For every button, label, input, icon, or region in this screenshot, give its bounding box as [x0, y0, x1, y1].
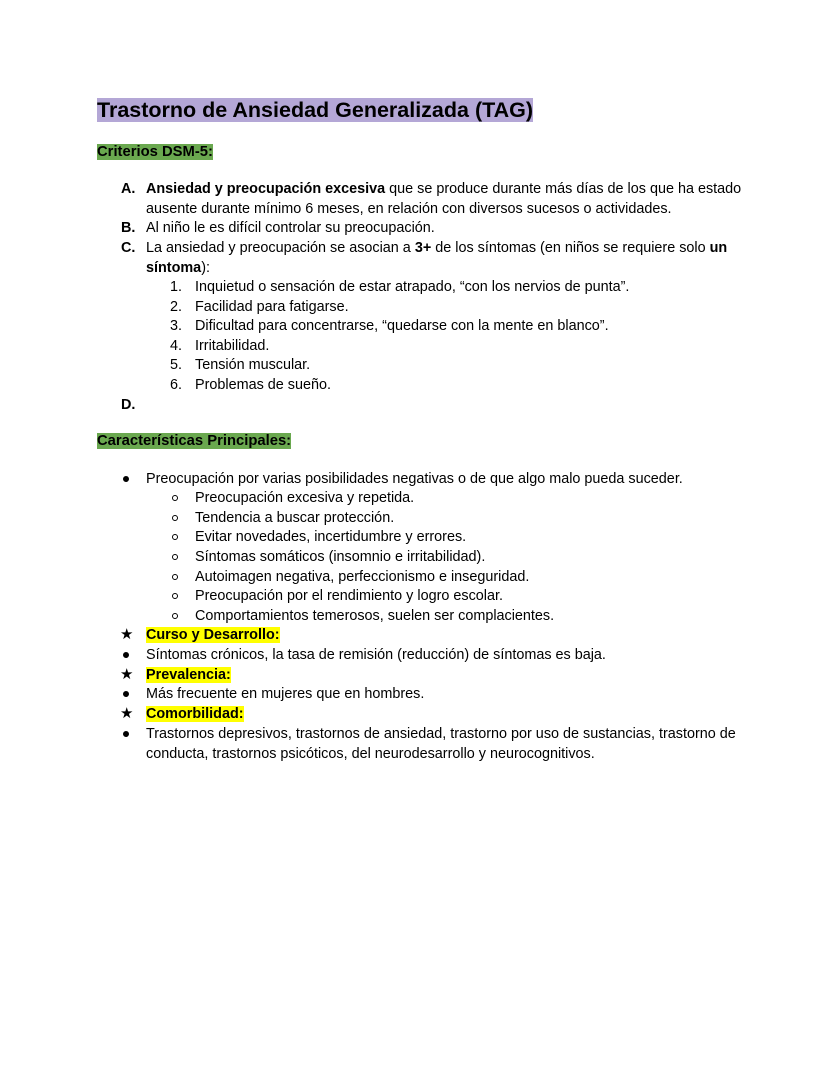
hollow-bullet: [172, 495, 178, 501]
filled-bullet: [123, 476, 129, 482]
star-icon: ★: [120, 626, 134, 643]
symptom-1-text: Inquietud o sensación de estar atrapado, “con los nervios de punta”.: [195, 279, 630, 295]
criterion-b-marker: B.: [121, 220, 136, 236]
comorbilidad-label-text: Comorbilidad:: [146, 706, 244, 722]
criterion-a-marker: A.: [121, 181, 136, 197]
symptom-3-text: Dificultad para concentrarse, “quedarse con la mente en blanco”.: [195, 318, 609, 334]
symptom-3-marker: 3.: [169, 318, 182, 334]
prevalencia-label-text: Prevalencia:: [146, 667, 231, 683]
criterion-d-marker: D.: [121, 397, 136, 413]
criterion-c-text-mid: de los síntomas (en niños se requiere solo: [431, 240, 710, 256]
filled-bullet: [123, 691, 129, 697]
criterios-heading: [97, 142, 213, 162]
curso-label-text: Curso y Desarrollo:: [146, 627, 280, 643]
criterion-a-line2: ausente durante mínimo 6 meses, en relación con diversos sucesos o actividades.: [146, 201, 672, 217]
symptom-4-text: Irritabilidad.: [195, 338, 270, 354]
criterion-a-bold-lead: Ansiedad y preocupación excesiva: [146, 181, 386, 197]
symptom-2-marker: 2.: [169, 299, 182, 315]
sub-bullet-7: Comportamientos temerosos, suelen ser complacientes.: [195, 608, 555, 624]
hollow-bullet: [172, 574, 178, 580]
criterion-c-bold-sintoma: síntoma: [146, 260, 202, 276]
sub-bullet-6: Preocupación por el rendimiento y logro escolar.: [195, 588, 503, 604]
hollow-bullet: [172, 613, 178, 619]
curso-text: Síntomas crónicos, la tasa de remisión (reducción) de síntomas es baja.: [146, 647, 606, 663]
curso-label: [146, 625, 280, 645]
criterion-c-marker: C.: [121, 240, 136, 256]
document-title-text: Trastorno de Ansiedad Generalizada (TAG): [97, 98, 534, 122]
criterion-c-bold-count: 3+: [414, 240, 432, 256]
caracteristicas-heading-text: Características Principales:: [97, 433, 292, 449]
prevalencia-text: Más frecuente en mujeres que en hombres.: [146, 686, 425, 702]
hollow-bullet: [172, 593, 178, 599]
symptom-1-marker: 1.: [169, 279, 182, 295]
star-icon: ★: [120, 705, 134, 722]
symptom-5-text: Tensión muscular.: [195, 357, 311, 373]
criterion-c-bold-un: un: [709, 240, 728, 256]
filled-bullet: [123, 652, 129, 658]
hollow-bullet: [172, 554, 178, 560]
criterion-c-text-pre: La ansiedad y preocupación se asocian a: [146, 240, 415, 256]
hollow-bullet: [172, 534, 178, 540]
sub-bullet-3: Evitar novedades, incertidumbre y errores.: [195, 529, 467, 545]
criterios-heading-text: Criterios DSM-5:: [97, 144, 213, 160]
sub-bullet-4: Síntomas somáticos (insomnio e irritabilidad).: [195, 549, 486, 565]
hollow-bullet: [172, 515, 178, 521]
criterion-b-text: Al niño le es difícil controlar su preocupación.: [146, 220, 435, 236]
criterion-c-line2-rest: ):: [201, 260, 210, 276]
symptom-5-marker: 5.: [169, 357, 182, 373]
comorbilidad-label: [146, 704, 244, 724]
symptom-6-marker: 6.: [169, 377, 182, 393]
comorbilidad-line2: conducta, trastornos psicóticos, del neurodesarrollo y neurocognitivos.: [146, 746, 595, 762]
criterion-a-line1: [146, 179, 741, 199]
filled-bullet: [123, 731, 129, 737]
sub-bullet-5: Autoimagen negativa, perfeccionismo e inseguridad.: [195, 569, 530, 585]
sub-bullet-2: Tendencia a buscar protección.: [195, 510, 395, 526]
main-bullet-text: Preocupación por varias posibilidades negativas o de que algo malo pueda suceder.: [146, 471, 683, 487]
symptom-2-text: Facilidad para fatigarse.: [195, 299, 349, 315]
document-title: [97, 96, 533, 125]
criterion-c-line1: [146, 238, 727, 258]
prevalencia-label: [146, 665, 231, 685]
sub-bullet-1: Preocupación excesiva y repetida.: [195, 490, 415, 506]
caracteristicas-heading: [97, 431, 291, 451]
symptom-4-marker: 4.: [169, 338, 182, 354]
criterion-c-line2: [146, 258, 210, 278]
symptom-6-text: Problemas de sueño.: [195, 377, 331, 393]
star-icon: ★: [120, 666, 134, 683]
criterion-a-rest: que se produce durante más días de los que ha estado: [385, 181, 742, 197]
comorbilidad-line1: Trastornos depresivos, trastornos de ansiedad, trastorno por uso de sustancias, trastorno de: [146, 726, 736, 742]
